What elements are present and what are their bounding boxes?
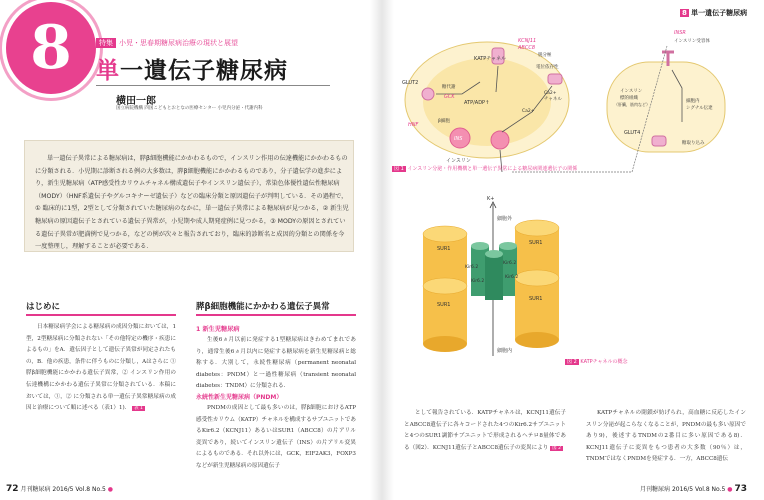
label-uptake: 糖取り込み [682,141,705,146]
sur1-front-right [515,270,559,348]
label-receptor: インスリン受容体 [674,39,710,44]
label-target2: 標的組織 [620,96,638,101]
right-chapter-box: 8 [682,9,687,17]
label-hnf: HNF [408,122,419,128]
intro-text [26,322,176,415]
intro-paragraph: 日本糖尿病学会による糖尿病の成因分類においては，1型，2型糖尿病に分類されない「その他特定の機序・疾患によるもの」をA．遺伝因子として遺伝子異常が同定されたもの，B．他の疾患，条件に伴うものに分類し，Aはさらに ① 膵β細胞機能にかかわる遺伝子異常，② インスリン作用の伝達機構にかかわる遺伝子異常に分類されている．本稿においては，①，② に分類される単一遺伝子異常糖尿病の成因と治療について順に述べる（表1）1)． [26,324,176,412]
chapter-badge [6,2,96,94]
figure-2 [405,188,585,358]
label-ca: Ca2+ [522,109,535,114]
fig2-kir-label-1: Kir6.2 [465,265,479,270]
label-signal2: シグナル伝達 [686,106,713,111]
feature-tag-box: 特集 [96,38,116,48]
fig2-sur1-label-3: SUR1 [437,302,451,308]
right-column-1-ref: 図 2 [552,445,561,451]
right-column-1 [404,408,566,454]
kir-cylinders [471,242,517,300]
intro-ref-box: 表 1 [134,406,143,412]
label-depol: 脱分極 [538,53,552,58]
label-channel: チャネル [544,97,562,102]
label-ins: INS [454,136,463,142]
label-glut2: GLUT2 [402,80,419,86]
author-name: 横田一郎 [116,96,156,107]
left-page-number: 72 [6,484,19,494]
spine-shadow [370,0,394,500]
figure-2-caption [565,358,628,365]
feature-tag-text: 小児・思春期糖尿病治療の現状と展望 [119,39,238,47]
section2-heading: 膵β細胞機能にかかわる遺伝子異常 [196,302,330,312]
figure-2-caption-text: KATPチャネルの概念 [580,359,628,365]
right-header-title: 単一遺伝子糖尿病 [691,8,748,17]
label-glycolysis: 糖代謝 [442,85,456,90]
label-signal: 細胞内 [686,99,700,104]
left-footer-dot: ● [107,486,113,493]
figure-2-caption-box: 図 2 [567,359,577,365]
right-header [680,8,747,18]
label-glut4: GLUT4 [624,130,641,136]
right-column-1-text: として報告されている．KATPチャネルは，KCNJ11遺伝子とABCC8遺伝子に各々コードされた4つのKir6.2サブユニットと4つのSUR1調節サブユニットで形成されるヘテロ8量体である（図2）．KCNJ11遺伝子とABCC8遺伝子の変異により [404,410,566,451]
title-rest: 一遺伝子糖尿病 [120,57,288,84]
label-beta-cell: β細胞 [438,119,450,124]
glut2-transporter [422,88,434,100]
section2-sub2-text: PNDMの成因として最も多いのは，膵β細胞におけるATP感受性カリウム（KATP）チャネルを構成するサブユニットであるKir6.2（KCNJ11）あるいはSUR1（ABCC8）の片アリル変異であり，続いてインスリン遺伝子（INS）の片アリル変異によるものである．それ以外には，GCK，EIF2AK3，FOXP3などが新生児糖尿病の原因遺伝子 [196,405,356,469]
label-gck: GCK [444,94,455,100]
label-ca-channel: Ca2+ [544,91,557,96]
ca-channel [548,74,562,84]
right-footer-dot: ● [727,486,733,493]
label-insulin: インスリン [446,158,471,164]
page-title [96,52,288,85]
fig2-kir-label-3: Kir6.2 [471,279,485,284]
section2-heading-rule [196,314,356,316]
label-insr: INSR [674,30,686,36]
fig2-sur1-label-1: SUR1 [437,246,451,252]
left-issue: 2016/5 Vol.8 No.5 [52,486,106,493]
intro-heading-rule [26,314,176,316]
left-journal: 月刊糖尿病 [20,486,51,493]
figure-1 [392,22,750,174]
label-target: インスリン [620,89,643,94]
right-page-number: 73 [734,484,747,494]
author-affiliation: 国立病院機構 四国こどもとおとなの医療センター 小児内分泌・代謝内科 [116,106,263,111]
label-vdcc: 電位依存性 [536,65,559,70]
intro-heading: はじめに [26,302,61,312]
label-target3: （肝臓，筋肉など） [614,102,650,107]
figure-1-caption-box: 図 1 [394,166,404,172]
label-kcnj11: KCNJ11 [518,38,537,44]
feature-tag [96,38,238,48]
fig2-label-kplus: K+ [487,196,495,202]
chapter-number: 8 [30,13,72,83]
right-journal: 月刊糖尿病 [640,486,671,493]
figure-1-caption [392,165,577,172]
title-rule [96,85,330,86]
left-footer [6,484,113,494]
section2-sub1-text: 生後6ヵ月以前に発症する1型糖尿病はきわめてまれであり，通常生後6ヵ月以内に発症する糖尿病を新生児糖尿病と総称する．大別して，永続性糖尿病（permanent neonatal diabetes：PNDM）と一過性糖尿病（transient neonatal diabetes：TNDM）に分類される． [196,337,356,390]
title-accent: 単 [96,57,120,84]
fig2-kir-label-4: Kir6.2 [505,275,519,280]
abstract-text: 単一遺伝子異常による糖尿病は，膵β細胞機能にかかわるもので，インスリン作用の伝達機能にかかわるものに分類される．小児期に診断される例の大多数は，膵β細胞機能にかかわるものであり，分子遺伝学の進歩により，新生児糖尿病（ATP感受性カリウムチャネル構成遺伝子やインスリン遺伝子），常染色体優性遺伝性糖尿病（MODY）（HNF系遺伝子やグルコキナーゼ遺伝子）などの臨床分類と原因遺伝子が判明している．その過程で，① 臨床的に1型，2型として分類されていた糖尿病のなかに，単一遺伝子異常による糖尿病が見つかる，② 新生児糖尿病の原因遺伝子とされている遺伝子異常が，小児期や成人期発症例に見つかる，③ MODYの原因とされている遺伝子異常が肥満例で見つかる，などの例が次々と報告されており，臨床的診断名と成因的分類との関係を今一度整理し，理解することが必要である． [35,155,349,251]
sur1-front-left [423,278,467,352]
fig2-kir-label-2: Kir6.2 [503,261,517,266]
insulin-granule [491,131,509,149]
right-footer [640,484,747,494]
fig2-label-outside: 細胞外 [497,216,513,222]
fig2-sur1-label-2: SUR1 [529,240,543,246]
glut4-transporter [652,136,666,146]
abstract-box [24,140,354,252]
label-atp-adp: ATP/ADP↑ [464,100,490,106]
fig2-label-inside: 細胞内 [497,348,513,354]
label-abcc8: ABCC8 [518,45,536,51]
section2-sub1: 1 新生児糖尿病 [196,326,240,333]
label-katp: KATPチャネル [474,56,507,62]
right-issue: 2016/5 Vol.8 No.5 [671,486,726,493]
fig2-sur1-label-4: SUR1 [529,296,543,302]
right-column-2: KATPチャネルの閉鎖が妨げられ，高血糖に反応したインスリン分泌が起こらなくなることが，PNDMの最も多い原因であり9)，後述するTNDMの2番目に多い原因である8)．KCNJ11遺伝子に変異をもつ患者の大多数（90％）は，TNDMではなくPNDMを発症する．一方，ABCC8遺伝 [586,410,746,463]
figure-1-caption-text: インスリン分泌・作用機構と単一遺伝子異常による糖尿病関連遺伝子の関係 [407,166,578,172]
section2-sub2: 永続性新生児糖尿病（PNDM） [196,394,283,401]
